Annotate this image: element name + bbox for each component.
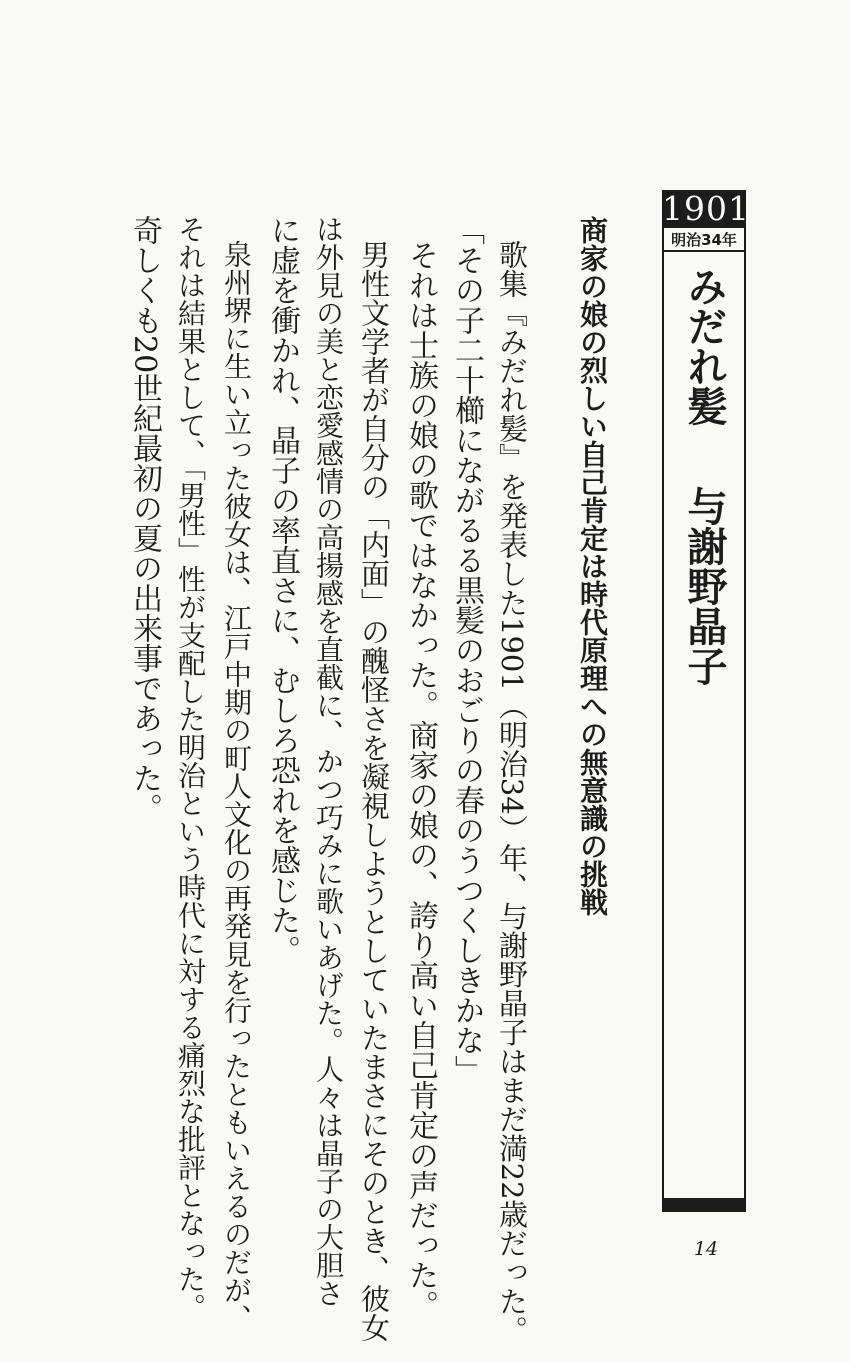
body-line-7: 泉州堺に生い立った彼女は、江戸中期の町人文化の再発見を行ったともいえるのだが、 — [220, 240, 253, 1332]
chapter-title: みだれ髪 — [681, 266, 727, 426]
body-line-6: に虚を衝かれ、晶子の率直さに、むしろ恐れを感じた。 — [265, 215, 300, 965]
header-bottom-bar — [662, 1198, 746, 1212]
body-line-2: 「その子二十櫛にながるる黒髪のおごりの春のうつくしきかな」 — [449, 215, 484, 1085]
title-box — [664, 252, 744, 792]
body-line-5: は外見の美と恋愛感情の高揚感を直截に、かつ巧みに歌いあげた。人々は晶子の大胆さ — [312, 215, 345, 1307]
author-name: 与謝野晶子 — [681, 486, 727, 686]
body-line-1: 歌集『みだれ髪』を発表した1901（明治34）年、与謝野晶子はまだ満22歳だった。 — [495, 240, 529, 1345]
year-label: 1901 — [662, 189, 750, 228]
subtitle: 商家の娘の烈しい自己肯定は時代原理への無意識の挑戦 — [576, 216, 609, 916]
body-line-9: 奇しくも20世紀最初の夏の出来事であった。 — [127, 215, 162, 824]
page-number: 14 — [693, 1238, 719, 1260]
body-line-3: それは士族の娘の歌ではなかった。商家の娘の、誇り高い自己肯定の声だった。 — [403, 240, 438, 1320]
chapter-title-block — [664, 252, 744, 792]
header-column — [662, 189, 750, 1212]
body-line-4: 男性文学者が自分の「内面」の醜怪さを凝視しようとしていたまさにそのとき、彼女 — [357, 240, 391, 1342]
body-line-8: それは結果として、「男性」性が支配した明治という時代に対する痛烈な批評となった。 — [174, 215, 207, 1321]
era-label: 明治34年 — [664, 228, 744, 252]
